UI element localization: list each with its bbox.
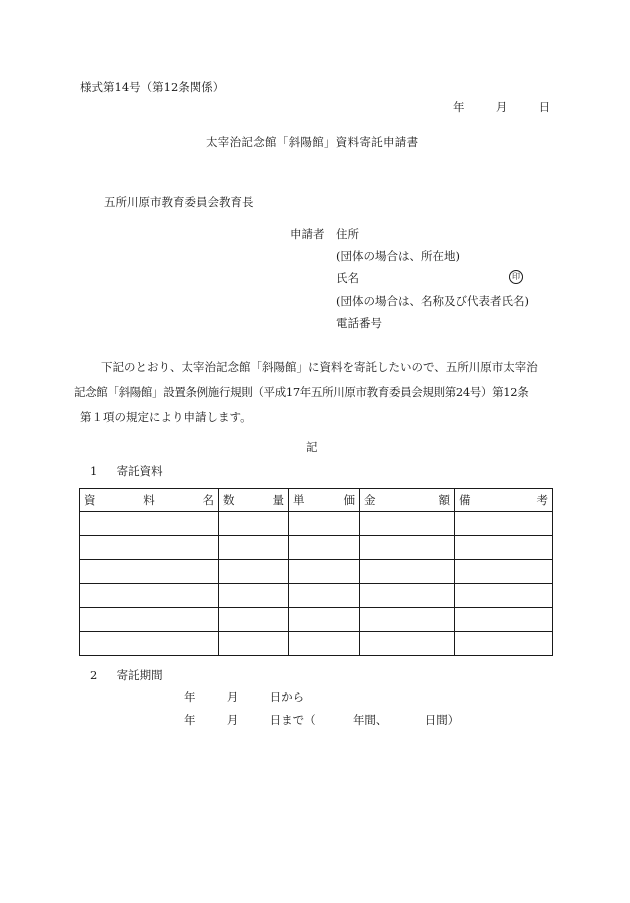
- table-cell[interactable]: [289, 632, 360, 656]
- period-start-suffix: 日から: [269, 690, 305, 704]
- addressee: 五所川原市教育委員会教育長: [104, 195, 254, 209]
- header-item-name: 資 料 名: [80, 489, 219, 512]
- form-number: 様式第14号（第12条関係）: [80, 80, 225, 94]
- body-line: 記念館「斜陽館」設置条例施行規則（平成17年五所川原市教育委員会規則第24号）第12条: [74, 385, 529, 399]
- period-end-year: 年: [184, 713, 196, 727]
- table-cell[interactable]: [455, 560, 553, 584]
- section-2-number: 2: [90, 668, 98, 682]
- header-quantity: 数 量: [219, 489, 289, 512]
- body-paragraph: [74, 355, 560, 430]
- header-unit-price: 単 価: [289, 489, 360, 512]
- table-row: [80, 512, 553, 536]
- table-cell[interactable]: [80, 608, 219, 632]
- items-table: [79, 488, 553, 656]
- date-month: 月: [495, 100, 508, 114]
- table-header-row: [80, 489, 553, 512]
- table-cell[interactable]: [360, 560, 455, 584]
- period-end-month: 月: [226, 713, 239, 727]
- applicant-name-note: (団体の場合は、名称及び代表者氏名): [336, 294, 529, 308]
- table-cell[interactable]: [80, 536, 219, 560]
- period-days-label: 日間）: [424, 713, 460, 727]
- table-cell[interactable]: [360, 536, 455, 560]
- table-row: [80, 560, 553, 584]
- table-cell[interactable]: [80, 632, 219, 656]
- table-cell[interactable]: [219, 560, 289, 584]
- document-title: 太宰治記念館「斜陽館」資料寄託申請書: [206, 135, 419, 149]
- table-row: [80, 584, 553, 608]
- table-cell[interactable]: [455, 536, 553, 560]
- applicant-address-label: 住所: [336, 227, 359, 241]
- table-cell[interactable]: [80, 584, 219, 608]
- table-cell[interactable]: [289, 584, 360, 608]
- table-cell[interactable]: [289, 536, 360, 560]
- table-cell[interactable]: [455, 512, 553, 536]
- table-cell[interactable]: [219, 632, 289, 656]
- body-line: 第１項の規定により申請します。: [80, 410, 252, 424]
- table-cell[interactable]: [80, 560, 219, 584]
- table-cell[interactable]: [219, 512, 289, 536]
- table-cell[interactable]: [289, 560, 360, 584]
- period-end-line: [184, 715, 459, 727]
- period-start-year: 年: [184, 690, 196, 704]
- table-row: [80, 536, 553, 560]
- applicant-phone-label: 電話番号: [336, 316, 382, 330]
- period-start-month: 月: [226, 690, 239, 704]
- table-cell[interactable]: [219, 584, 289, 608]
- period-years-label: 年間、: [352, 713, 388, 727]
- date-year: 年: [453, 100, 465, 114]
- table-cell[interactable]: [289, 512, 360, 536]
- table-cell[interactable]: [455, 608, 553, 632]
- date-day: 日: [538, 100, 551, 114]
- seal-mark: 印: [509, 270, 523, 284]
- table-cell[interactable]: [360, 608, 455, 632]
- applicant-address-note: (団体の場合は、所在地): [336, 249, 460, 263]
- period-start-line: [184, 692, 304, 704]
- table-cell[interactable]: [219, 536, 289, 560]
- table-row: [80, 632, 553, 656]
- section-1-title: 寄託資料: [116, 464, 163, 478]
- table-cell[interactable]: [289, 608, 360, 632]
- section-1-heading: [90, 466, 163, 478]
- header-amount: 金 額: [360, 489, 455, 512]
- body-line: 下記のとおり、太宰治記念館「斜陽館」に資料を寄託したいので、五所川原市太宰治: [101, 360, 538, 374]
- table-cell[interactable]: [219, 608, 289, 632]
- date-line: [453, 102, 550, 114]
- ki-heading: 記: [306, 440, 318, 454]
- table-cell[interactable]: [360, 632, 455, 656]
- table-cell[interactable]: [455, 584, 553, 608]
- table-cell[interactable]: [360, 512, 455, 536]
- applicant-name-label: 氏名: [336, 271, 359, 285]
- section-1-number: 1: [90, 464, 98, 478]
- table-cell[interactable]: [455, 632, 553, 656]
- period-end-suffix: 日まで（: [269, 713, 316, 727]
- table-row: [80, 608, 553, 632]
- section-2-title: 寄託期間: [116, 668, 163, 682]
- section-2-heading: [90, 670, 163, 682]
- table-cell[interactable]: [360, 584, 455, 608]
- applicant-label: 申請者: [290, 227, 325, 241]
- header-remarks: 備 考: [455, 489, 553, 512]
- table-cell[interactable]: [80, 512, 219, 536]
